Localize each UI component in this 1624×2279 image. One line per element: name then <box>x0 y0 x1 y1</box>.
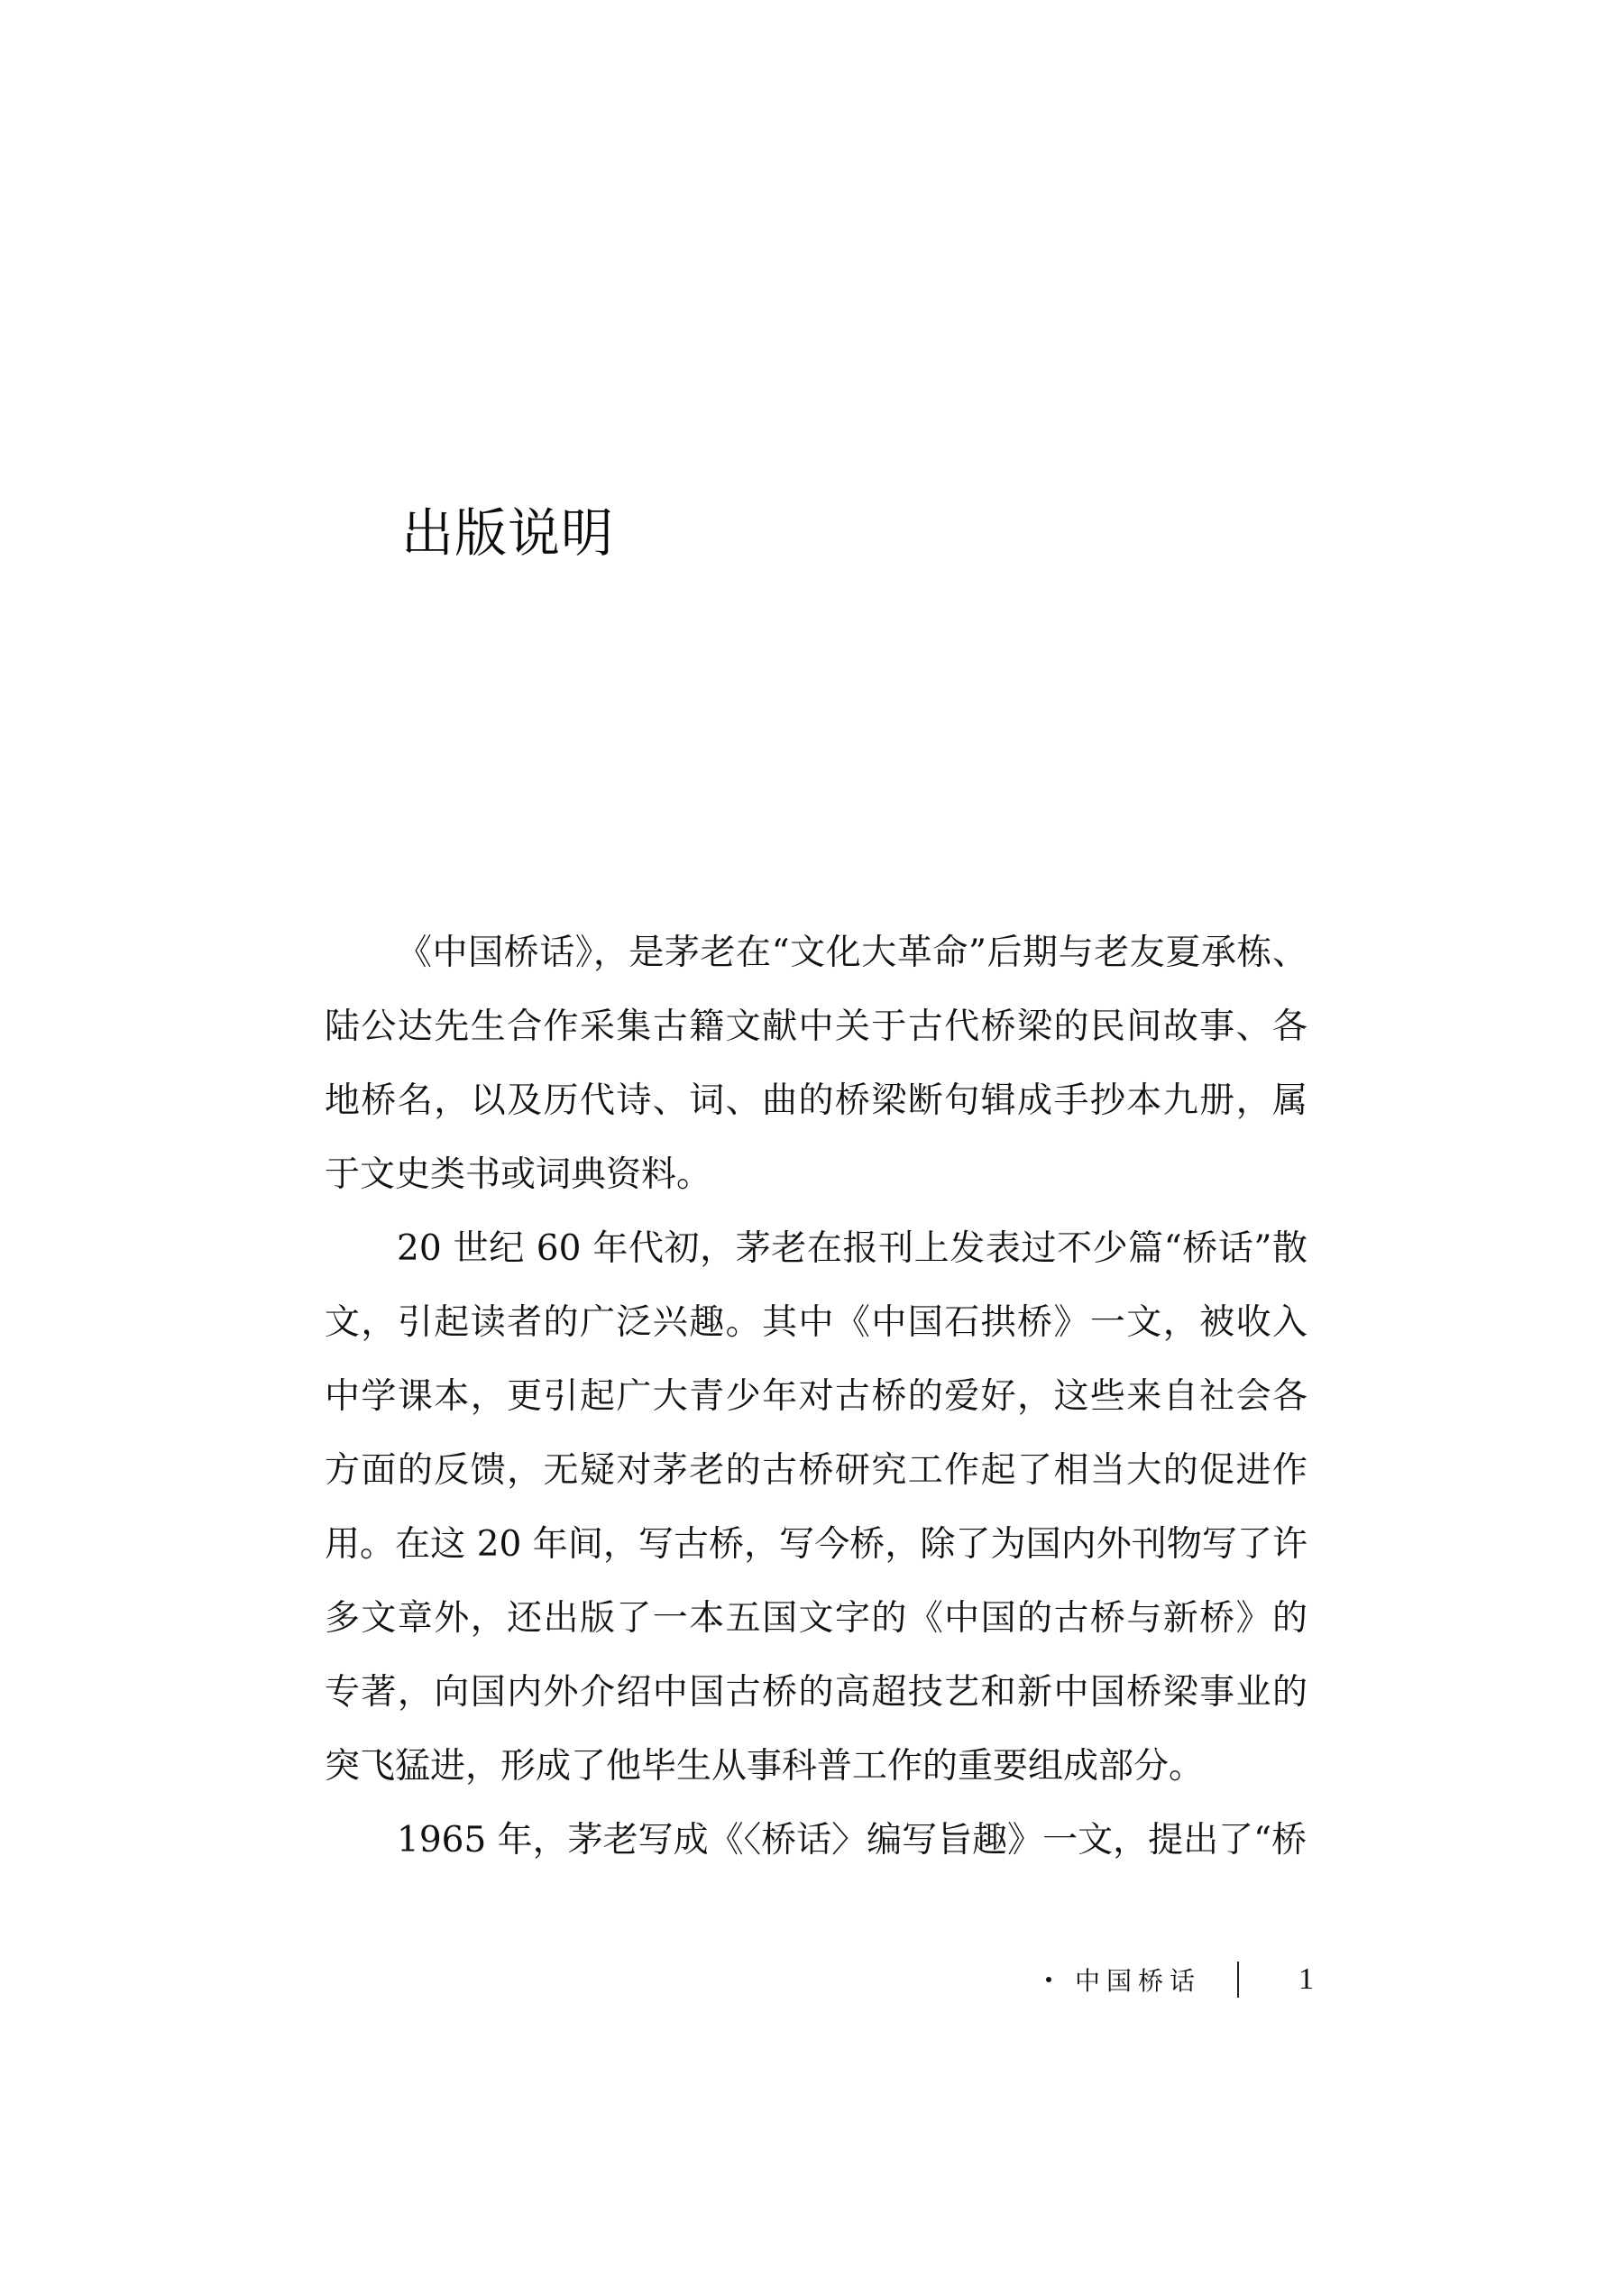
page-title: 出版说明 <box>401 502 615 564</box>
paragraph: 《中国桥话》，是茅老在“文化大革命”后期与老友夏承栋、陆公达先生合作采集古籍文献中关于古代桥梁的民间故事、各地桥名，以及历代诗、词、曲的桥梁断句辑成手抄本九册，属于文史类书或词典资料。 <box>325 933 1307 1195</box>
page-number: 1 <box>1298 1962 1315 1996</box>
body-text <box>325 916 1307 1878</box>
running-book-title: 中国桥话 <box>1075 1966 1202 1996</box>
paragraph: 1965 年，茅老写成《〈桥话〉编写旨趣》一文，提出了“桥 <box>397 1820 1307 1861</box>
paragraph: 20 世纪 60 年代初，茅老在报刊上发表过不少篇“桥话”散文，引起读者的广泛兴趣。其中《中国石拱桥》一文，被收入中学课本，更引起广大青少年对古桥的爱好，这些来自社会各方面的反馈，无疑对茅老的古桥研究工作起了相当大的促进作用。在这 20 年间，写古桥，写今桥，除了为国内外刊物写了许多文章外，还出版了一本五国文字的《中国的古桥与新桥》的专著，向国内外介绍中国古桥的高超技艺和新中国桥梁事业的突飞猛进，形成了他毕生从事科普工作的重要组成部分。 <box>325 1228 1307 1787</box>
page-footer <box>1046 1957 1314 2002</box>
footer-divider <box>1237 1962 1239 1998</box>
bullet-dot-icon <box>1046 1977 1051 1982</box>
